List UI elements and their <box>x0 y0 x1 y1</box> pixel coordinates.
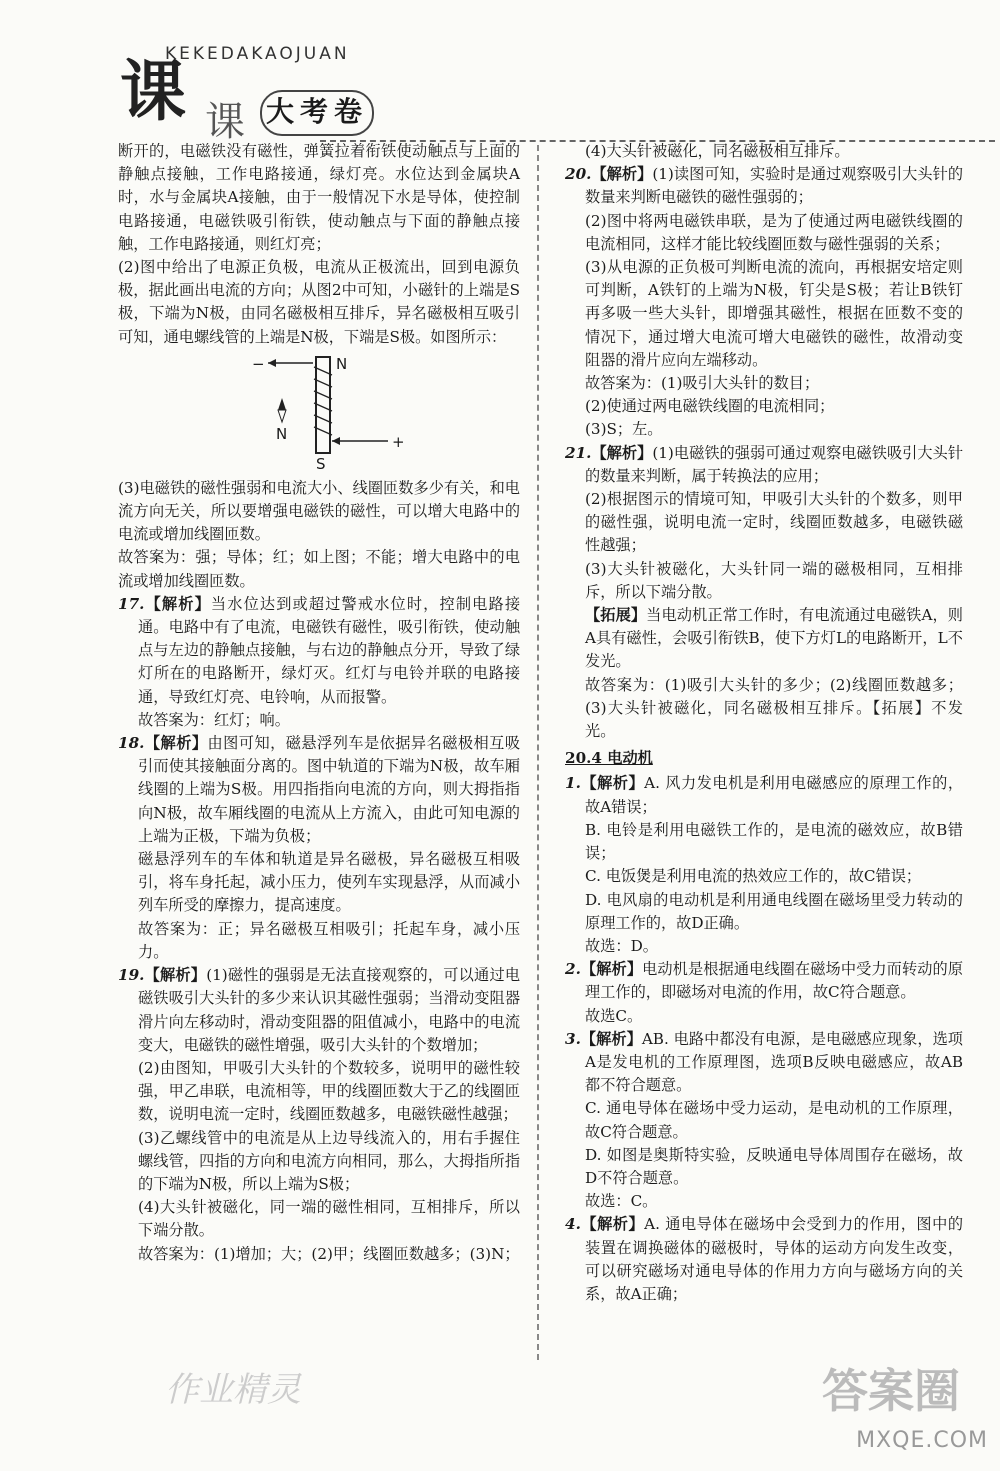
answer: 故答案为：正；异名磁极互相吸引；托起车身，减小压力。 <box>138 919 520 961</box>
analysis-tag: 【解析】 <box>580 1215 645 1234</box>
answer: 故答案为：(1)吸引大头针的数目； <box>585 374 820 393</box>
paragraph: (4)大头针被磁化，同一端的磁性相同，互相排斥，所以下端分散。 <box>138 1198 520 1240</box>
paragraph: D. 电风扇的电动机是利用通电线圈在磁场里受力转动的原理工作的，故D正确。 <box>585 890 963 932</box>
s-pole-bottom-label: S <box>316 454 326 473</box>
section-heading: 20.4 电动机 <box>565 749 653 768</box>
question-number: 17. <box>118 594 145 613</box>
answer: 故答案为：强；导体；红；如上图；不能；增大电路中的电流或增加线圈匝数。 <box>118 548 520 590</box>
paragraph: (3)大头针被磁化，大头针同一端的磁极相同，互相排斥，所以下端分散。 <box>585 559 963 601</box>
question-3 <box>565 1028 963 1098</box>
watermark-logo: 答案圈 <box>822 1364 960 1418</box>
question-18 <box>118 732 520 848</box>
question-number: 4. <box>565 1215 581 1234</box>
analysis-tag: 【解析】 <box>144 966 207 985</box>
paragraph: (3)电磁铁的磁性强弱和电流大小、线圈匝数多少有关，和电流方向无关，所以要增强电磁铁的磁性，可以增大电路中的电流或增加线圈匝数。 <box>118 478 520 544</box>
header-logo: 课 <box>120 52 186 130</box>
question-2 <box>565 958 963 1004</box>
question-21 <box>565 442 963 488</box>
right-column <box>565 140 963 1306</box>
question-text: 当水位达到或超过警戒水位时，控制电路接通。电路中有了电流，电磁铁有磁性，吸引衔铁，使动触点与左边的静触点接触，与右边的静触点分开，导致了绿灯所在的电路断开，绿灯灭。红灯与电铃并联的电路接通，导致红灯亮、电铃响，从而报警。 <box>138 594 521 706</box>
paragraph: (4)大头针被磁化，同名磁极相互排斥。 <box>585 142 850 160</box>
question-4 <box>565 1213 963 1306</box>
paragraph: (3)乙螺线管中的电流是从上边导线流入的，用右手握住螺线管，四指的方向和电流方向相同，那么，大拇指所指的下端为N极，所以上端为S极； <box>138 1128 520 1193</box>
paragraph: (2)图中给出了电源正负极，电流从正极流出，回到电源负极，据此画出电流的方向；从图2中可知，小磁针的上端是S极，下端为N极，由同名磁极相互排斥，异名磁极相互吸引可知，通电螺线管的上端是N极，下端是S极。如图所示： <box>118 258 520 346</box>
paragraph: (2)图中将两电磁铁串联，是为了使通过两电磁铁线圈的电流相同，这样才能比较线圈匝数与磁性强弱的关系； <box>585 211 963 253</box>
header-title: 大考卷 <box>260 90 374 136</box>
question-text: (1)电磁铁的强弱可通过观察电磁铁吸引大头针的数量来判断，属于转换法的应用； <box>585 443 964 485</box>
plus-label: + <box>392 432 405 451</box>
question-text: 由图可知，磁悬浮列车是依据异名磁极相互吸引而使其接触面分离的。图中轨道的下端为N极，故车厢线圈的上端为S极。用四指指向电流的方向，则大拇指指向N极，故车厢线圈的电流从上方流入，由此可知电源的上端为正极，下端为负极； <box>138 734 521 845</box>
analysis-tag: 【解析】 <box>144 594 211 613</box>
analysis-tag: 【解析】 <box>591 165 653 184</box>
header-logo-small: 课 <box>205 99 245 145</box>
extension-text: 当电动机正常工作时，有电流通过电磁铁A，则A具有磁性，会吸引衔铁B，使下方灯L的电路断开，L不发光。 <box>585 606 963 671</box>
question-text: A. 通电导体在磁场中会受到力的作用，图中的装置在调换磁体的磁极时，导体的运动方向发生改变，可以研究磁场对通电导体的作用力方向与磁场方向的关系，故A正确； <box>585 1215 964 1303</box>
paragraph: C. 电饭煲是利用电流的热效应工作的，故C错误； <box>585 867 922 886</box>
paragraph: 磁悬浮列车的车体和轨道是异名磁极，异名磁极互相吸引，将车身托起，减小压力，使列车实现悬浮，从而减小列车所受的摩擦力，提高速度。 <box>138 850 520 915</box>
analysis-tag: 【解析】 <box>580 960 643 979</box>
answer: 故答案为：(1)增加；大；(2)甲；线圈匝数越多；(3)N； <box>138 1244 520 1263</box>
question-17 <box>118 593 520 709</box>
answer: (3)S；左。 <box>585 420 663 439</box>
analysis-tag: 【解析】 <box>591 443 653 462</box>
question-text: 电动机是根据通电线圈在磁场中受力而转动的原理工作的，即磁场对电流的作用，故C符合题意。 <box>585 960 964 1002</box>
question-text: A. 风力发电机是利用电磁感应的原理工作的，故A错误； <box>585 774 964 816</box>
paragraph: (2)由图知，甲吸引大头针的个数较多，说明甲的磁性较强，甲乙串联，电流相等，甲的线圈匝数大于乙的线圈匝数，说明电流一定时，线圈匝数越多，电磁铁磁性越强； <box>138 1058 520 1124</box>
extension-tag: 【拓展】 <box>585 606 647 625</box>
answer: 故答案为：(1)吸引大头针的多少；(2)线圈匝数越多；(3)大头针被磁化，同名磁极相互排斥。【拓展】不发光。 <box>585 675 963 741</box>
faint-stamp: 作业精灵 <box>165 1370 301 1410</box>
question-20 <box>565 163 963 209</box>
paragraph: D. 如图是奥斯特实验，反映通电导体周围存在磁场，故D不符合题意。 <box>585 1145 963 1187</box>
answer: 故答案为：红灯；响。 <box>138 710 290 729</box>
question-text: (1)读图可知，实验时是通过观察吸引大头针的数量来判断电磁铁的磁性强弱的； <box>585 165 964 207</box>
question-1 <box>565 772 963 818</box>
analysis-tag: 【解析】 <box>144 734 208 753</box>
left-column <box>118 140 520 1266</box>
question-number: 3. <box>565 1029 581 1048</box>
paragraph: 断开的，电磁铁没有磁性，弹簧拉着衔铁使动触点与上面的静触点接触，工作电路接通，绿灯亮。水位达到金属块A时，水与金属块A接触，由于一般情况下水是导体，使控制电路接通，电磁铁吸引衔铁，使动触点与下面的静触点接触，工作电路接通，则红灯亮； <box>118 142 520 253</box>
question-19 <box>118 964 520 1057</box>
solenoid-figure <box>118 353 520 473</box>
question-text: AB. 电路中都没有电源，是电磁感应现象，选项A是发电机的工作原理图，选项B反映电磁感应，故AB都不符合题意。 <box>585 1029 963 1095</box>
answer: 故选：C。 <box>585 1192 658 1211</box>
paragraph: B. 电铃是利用电磁铁工作的，是电流的磁效应，故B错误； <box>585 820 963 863</box>
minus-label: − <box>252 354 265 373</box>
paragraph: C. 通电导体在磁场中受力运动，是电动机的工作原理，故C符合题意。 <box>585 1099 963 1141</box>
n-pole-top-label: N <box>336 354 348 373</box>
analysis-tag: 【解析】 <box>580 1029 642 1048</box>
header-latin: KEKEDAKAOJUAN <box>165 44 350 64</box>
paragraph: (3)从电源的正负极可判断电流的流向，再根据安培定则可判断，A铁钉的上端为N极，钉尖是S极；若让B铁钉再多吸一些大头针，即增强其磁性，根据在匝数不变的情况下，通过增大电流可增大电磁铁的磁性，故滑动变阻器的滑片应向左端移动。 <box>585 258 963 369</box>
analysis-tag: 【解析】 <box>580 774 645 793</box>
question-number: 21. <box>565 443 592 462</box>
question-number: 19. <box>118 966 145 985</box>
watermark-url: MXQE.COM <box>856 1428 988 1453</box>
page-header <box>95 40 995 150</box>
answer: 故选：D。 <box>585 936 658 955</box>
answer: (2)使通过两电磁铁线圈的电流相同； <box>585 397 835 416</box>
question-number: 1. <box>565 774 581 793</box>
question-number: 18. <box>118 734 145 753</box>
question-number: 20. <box>565 165 592 184</box>
paragraph: (2)根据图示的情境可知，甲吸引大头针的个数多，则甲的磁性强，说明电流一定时，线圈匝数越多，电磁铁磁性越强； <box>585 490 963 555</box>
extension <box>565 604 963 674</box>
answer: 故选C。 <box>585 1006 643 1025</box>
column-divider <box>537 145 549 1360</box>
question-number: 2. <box>565 960 581 979</box>
needle-n-label: N <box>276 424 288 443</box>
question-text: (1)磁性的强弱是无法直接观察的，可以通过电磁铁吸引大头针的多少来认识其磁性强弱；当滑动变阻器滑片向左移动时，滑动变阻器的阻值减小，电路中的电流变大，电磁铁的磁性增强，吸引大头针的个数增加； <box>138 966 521 1054</box>
